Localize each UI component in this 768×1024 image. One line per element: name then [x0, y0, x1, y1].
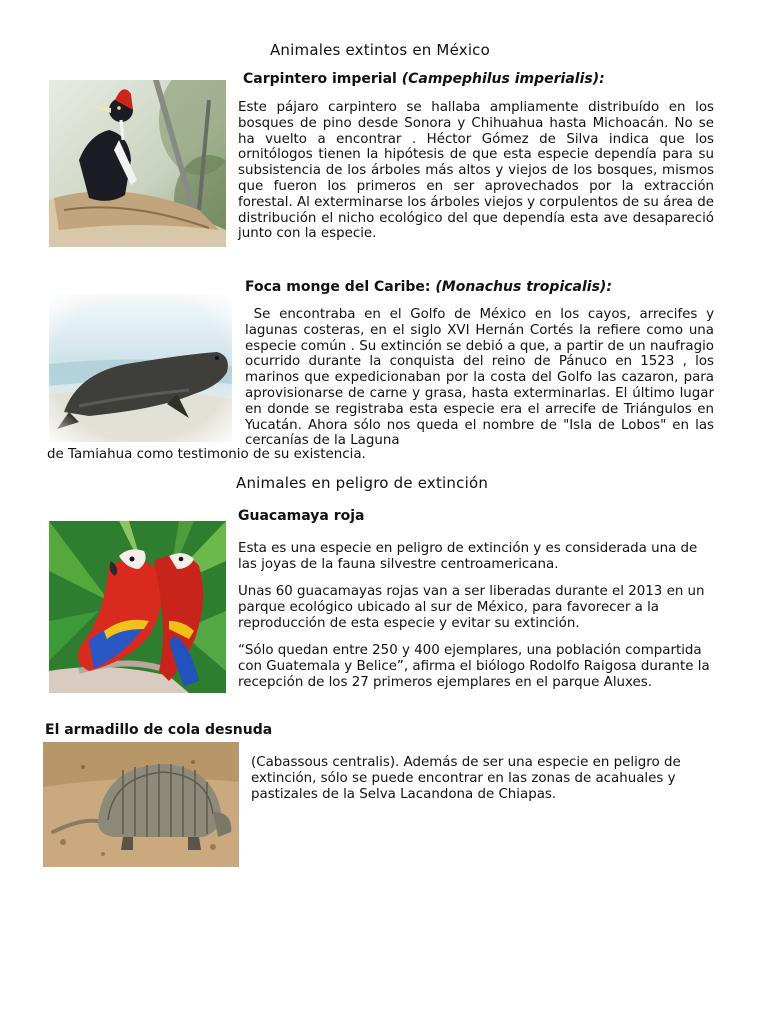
monk-seal-scientific-name: (Monachus tropicalis): [435, 279, 612, 295]
woodpecker-scientific-name: (Campephilus imperialis): [401, 71, 605, 87]
woodpecker-heading [243, 71, 605, 87]
woodpecker-description: Este pájaro carpintero se hallaba ampliamente distribuído en los bosques de pino desde Sonora y Chihuahua hasta Michoacán. No se ha vuelto a encontrar . Héctor Gómez de Silva indica que los ornitólogos tienen la hipótesis de que esta especie dependía para su subsistencia de los árboles más altos y viejos de los bosques, mismos que fueron los primeros en ser aprovechados por la extracción forestal. Al exterminarse los árboles viejos y corpulentos de su área de distribución el nicho ecológico del que dependía esta ave desapareció junto con la especie. [238, 100, 714, 242]
monk-seal-name: Foca monge del Caribe: [245, 279, 431, 295]
monk-seal-description-tail: de Tamiahua como testimonio de su existencia. [47, 447, 366, 462]
monk-seal-description: Se encontraba en el Golfo de México en los cayos, arrecifes y lagunas costeras, en el siglo XVI Hernán Cortés la refiere como una especie común . Su extinción se debió a que, a partir de un naufragio ocurrido durante la conquista del reino de Pánuco en 1523 , los marinos que expedicionaban por la costa del Golfo las cazaron, para aprovisionarse de carne y grasa, hasta exterminarlas. El último lugar en donde se registraba esta especie era el arrecife de Triángulos en Yucatán. Ahora sólo nos queda el nombre de "Isla de Lobos" en las cercanías de la Laguna [245, 307, 719, 449]
monk-seal-heading [245, 279, 612, 295]
imperial-woodpecker-photo [49, 80, 226, 247]
macaw-paragraph-2: Unas 60 guacamayas rojas van a ser liberadas durante el 2013 en un parque ecológico ubicado al sur de México, para favorecer a la reproducción de esta especie y evitar su extinción. [238, 584, 705, 631]
armadillo-description: (Cabassous centralis). Además de ser una especie en peligro de extinción, sólo se puede encontrar en las zonas de acahuales y pastizales de la Selva Lacandona de Chiapas. [251, 755, 681, 802]
endangered-section-title: Animales en peligro de extinción [236, 474, 489, 492]
macaw-paragraph-1: Esta es una especie en peligro de extinción y es considerada una de las joyas de la fauna silvestre centroamericana. [238, 541, 698, 572]
armadillo-heading: El armadillo de cola desnuda [45, 722, 273, 738]
macaw-paragraph-3: “Sólo quedan entre 250 y 400 ejemplares, una población compartida con Guatemala y Belice”, afirma el biólogo Rodolfo Raigosa durante la recepción de los 27 primeros ejemplares en el parque Aluxes. [238, 643, 710, 690]
scarlet-macaw-photo [49, 521, 226, 693]
page-title: Animales extintos en México [269, 41, 491, 59]
macaw-heading: Guacamaya roja [238, 508, 365, 524]
naked-tailed-armadillo-photo [43, 742, 239, 867]
woodpecker-name: Carpintero imperial [243, 71, 397, 87]
caribbean-monk-seal-photo [49, 294, 232, 442]
